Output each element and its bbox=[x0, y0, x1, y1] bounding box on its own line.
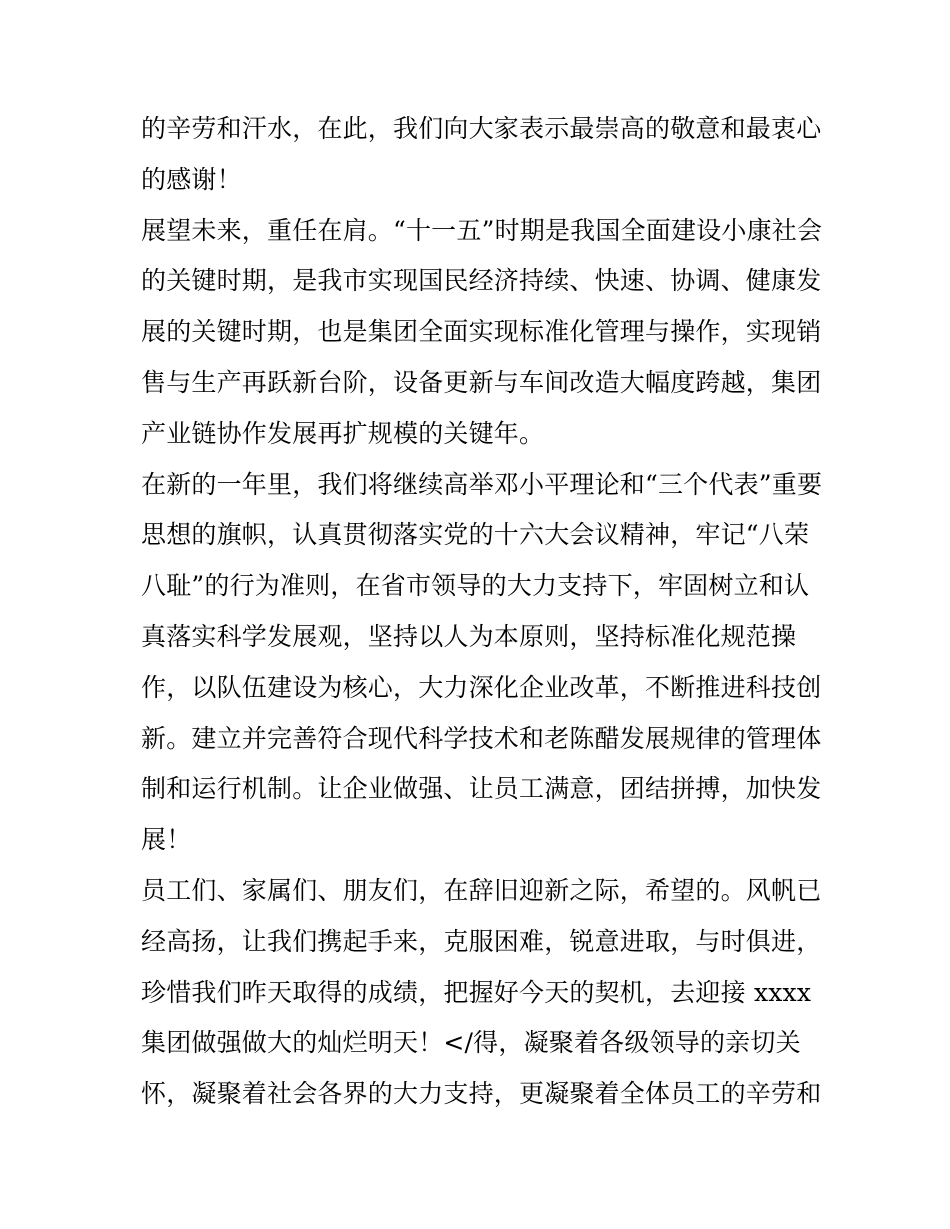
text-line: 集团做强做大的灿烂明天！</得，凝聚着各级领导的亲切关 bbox=[141, 1028, 801, 1058]
text-line: 员工们、家属们、朋友们，在辞旧迎新之际，希望的。风帆已 bbox=[141, 875, 822, 905]
text-line: 经高扬，让我们携起手来，克服困难，锐意进取，与时俱进， bbox=[141, 926, 822, 956]
text-line: 思想的旗帜，认真贯彻落实党的十六大会议精神，牢记“八荣 bbox=[141, 520, 810, 550]
text-line: 的感谢！ bbox=[141, 164, 242, 194]
text-line: 的关键时期，是我市实现国民经济持续、快速、协调、健康发 bbox=[141, 266, 822, 296]
text-line: 展的关键时期，也是集团全面实现标准化管理与操作，实现销 bbox=[141, 317, 822, 347]
text-line: 的辛劳和汗水，在此，我们向大家表示最崇高的敬意和最衷心 bbox=[141, 114, 822, 143]
document-body bbox=[141, 104, 823, 1120]
text-line: 制和运行机制。让企业做强、让员工满意，团结拼搏，加快发 bbox=[141, 774, 822, 804]
text-line: 售与生产再跃新台阶，设备更新与车间改造大幅度跨越，集团 bbox=[141, 367, 822, 397]
text-line: 八耻”的行为准则，在省市领导的大力支持下，牢固树立和认 bbox=[141, 571, 810, 601]
text-line: 怀，凝聚着社会各界的大力支持，更凝聚着全体员工的辛劳和 bbox=[141, 1079, 822, 1109]
text-line: 展望未来，重任在肩。“十一五”时期是我国全面建设小康社会 bbox=[141, 215, 823, 245]
text-line: 真落实科学发展观，坚持以人为本原则，坚持标准化规范操 bbox=[141, 621, 797, 651]
text-line: 产业链协作发展再扩规模的关键年。 bbox=[141, 418, 545, 448]
text-line: 珍惜我们昨天取得的成绩，把握好今天的契机，去迎接 xxxx bbox=[141, 977, 812, 1007]
text-line: 在新的一年里，我们将继续高举邓小平理论和“三个代表”重要 bbox=[141, 469, 823, 499]
text-line: 展！ bbox=[141, 825, 192, 855]
text-line: 作，以队伍建设为核心，大力深化企业改革，不断推进科技创 bbox=[141, 672, 822, 702]
text-line: 新。建立并完善符合现代科学技术和老陈醋发展规律的管理体 bbox=[141, 723, 822, 753]
